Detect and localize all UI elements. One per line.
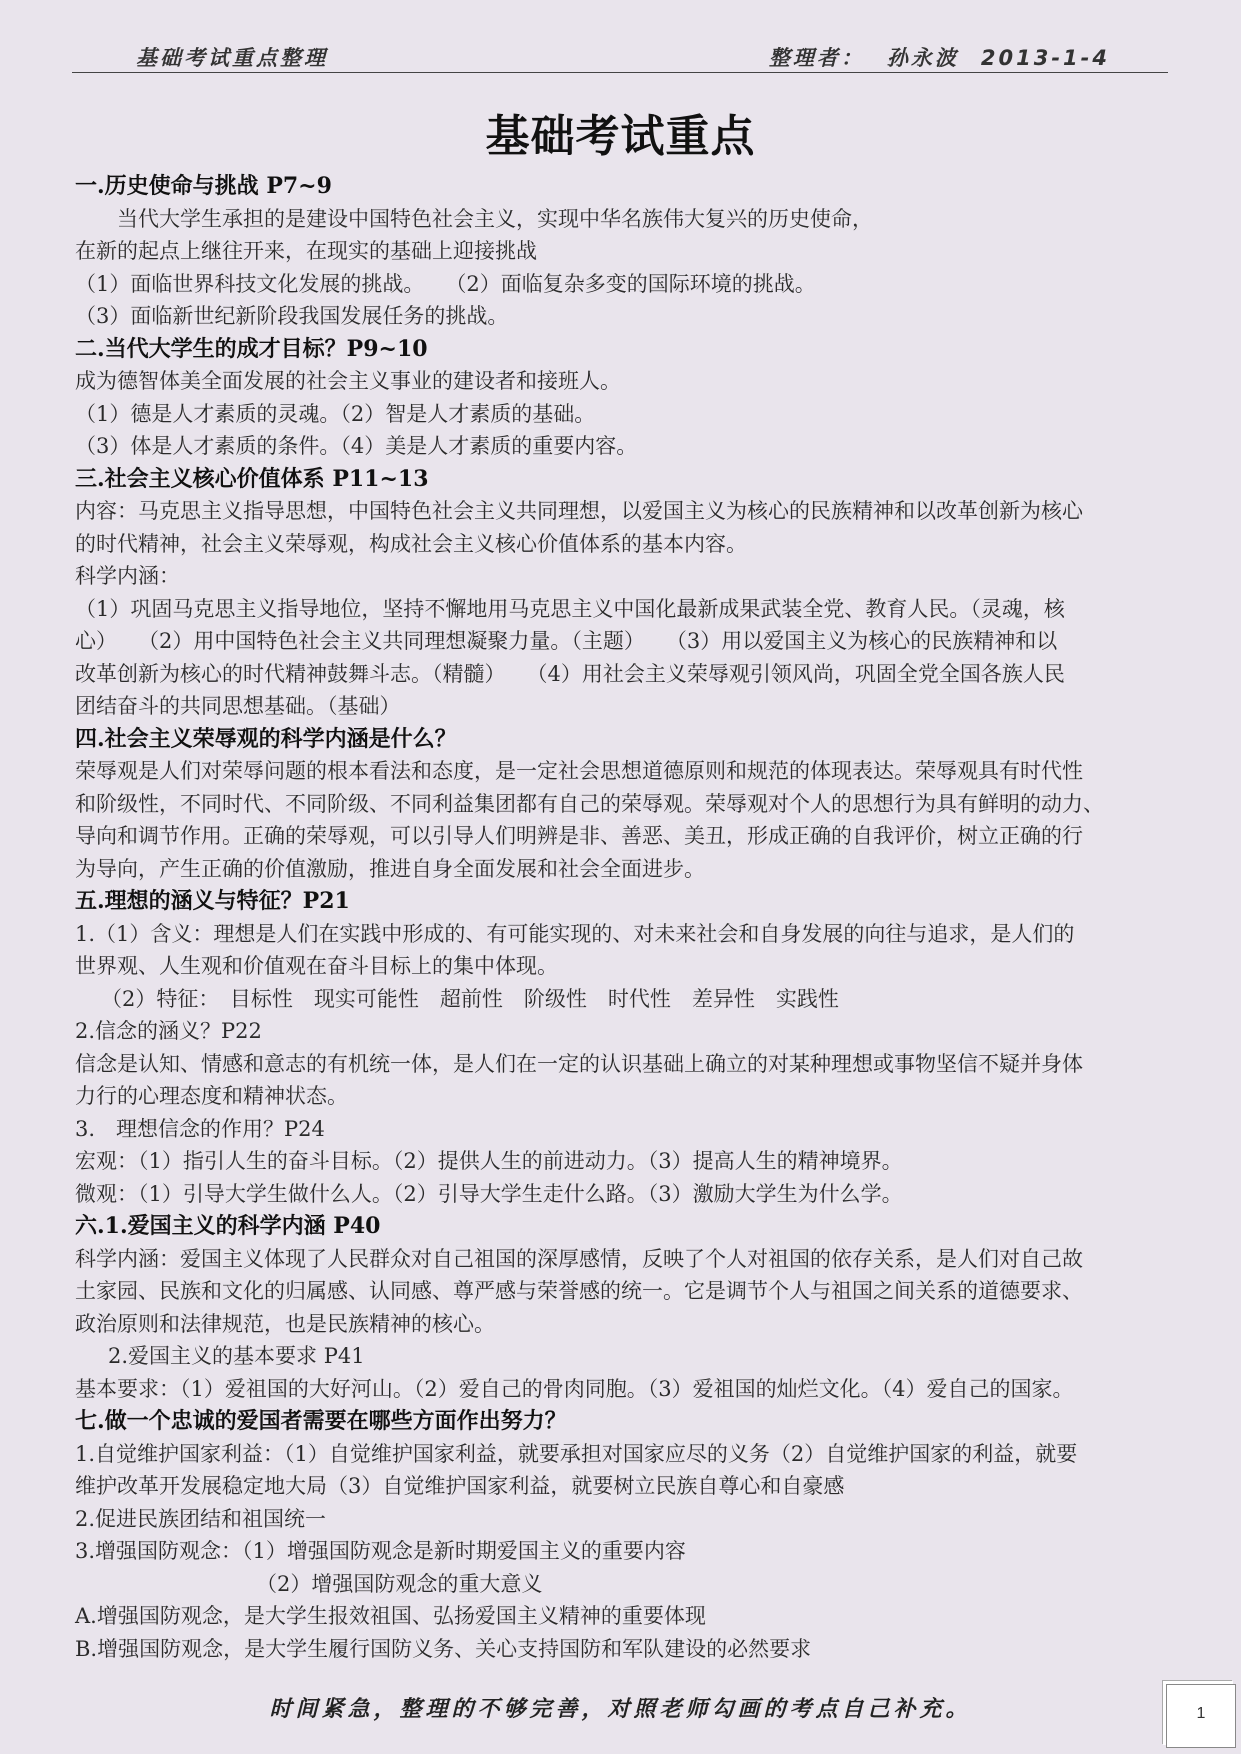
text-line: 导向和调节作用。正确的荣辱观，可以引导人们明辨是非、善恶、美丑，形成正确的自我评价，树立正确的行 <box>75 824 1083 848</box>
text-line: 心） （2）用中国特色社会主义共同理想凝聚力量。（主题） （3）用以爱国主义为核心的民族精神和以 <box>75 629 1058 653</box>
document-body <box>75 170 1175 1665</box>
text-line: 2.爱国主义的基本要求 P41 <box>108 1344 365 1368</box>
text-line: （3）体是人才素质的条件。（4）美是人才素质的重要内容。 <box>75 434 638 458</box>
text-line: 力行的心理态度和精神状态。 <box>75 1084 348 1108</box>
text-line: 1.自觉维护国家利益：（1）自觉维护国家利益，就要承担对国家应尽的义务（2）自觉维护国家的利益，就要 <box>75 1441 1078 1466</box>
text-line: 1.（1）含义：理想是人们在实践中形成的、有可能实现的、对未来社会和自身发展的向往与追求，是人们的 <box>75 921 1075 946</box>
text-line: 内容：马克思主义指导思想，中国特色社会主义共同理想，以爱国主义为核心的民族精神和以改革创新为核心 <box>75 499 1083 523</box>
text-line: 3.增强国防观念：（1）增强国防观念是新时期爱国主义的重要内容 <box>75 1539 686 1563</box>
header-author-label: 整理者： <box>768 46 865 70</box>
text-line: （2）特征： 目标性 现实可能性 超前性 阶级性 时代性 差异性 实践性 <box>101 986 839 1011</box>
text-line: （3）面临新世纪新阶段我国发展任务的挑战。 <box>75 304 509 328</box>
page-number-box <box>1166 1684 1236 1748</box>
text-line: 2.信念的涵义？P22 <box>75 1019 262 1043</box>
section-heading: 五.理想的涵义与特征？P21 <box>75 888 350 914</box>
text-line: 当代大学生承担的是建设中国特色社会主义，实现中华名族伟大复兴的历史使命， <box>117 206 873 231</box>
document-title: 基础考试重点 <box>485 111 756 162</box>
section-heading: 三.社会主义核心价值体系 P11~13 <box>75 465 429 492</box>
text-line: （1）面临世界科技文化发展的挑战。 （2）面临复杂多变的国际环境的挑战。 <box>75 271 816 296</box>
section-heading: 六.1.爱国主义的科学内涵 P40 <box>75 1213 381 1239</box>
page-header <box>72 38 1168 73</box>
text-line: A.增强国防观念，是大学生报效祖国、弘扬爱国主义精神的重要体现 <box>75 1604 706 1628</box>
text-line: 为导向，产生正确的价值激励，推进自身全面发展和社会全面进步。 <box>75 856 705 881</box>
header-author-block <box>747 42 1110 72</box>
text-line: 科学内涵： <box>75 564 180 588</box>
footer-note: 时间紧急，整理的不够完善，对照老师勾画的考点自己补充。 <box>269 1697 972 1722</box>
text-line: 微观：（1）引导大学生做什么人。（2）引导大学生走什么路。（3）激励大学生为什么学。 <box>75 1181 903 1206</box>
text-line: 信念是认知、情感和意志的有机统一体，是人们在一定的认识基础上确立的对某种理想或事物坚信不疑并身体 <box>75 1051 1083 1076</box>
header-date: 2013-1-4 <box>980 46 1110 70</box>
text-line: 荣辱观是人们对荣辱问题的根本看法和态度，是一定社会思想道德原则和规范的体现表达。荣辱观具有时代性 <box>75 759 1083 783</box>
header-title: 基础考试重点整理 <box>136 46 328 70</box>
text-line: （1）德是人才素质的灵魂。（2）智是人才素质的基础。 <box>75 401 596 426</box>
text-line: B.增强国防观念，是大学生履行国防义务、关心支持国防和军队建设的必然要求 <box>75 1636 812 1661</box>
text-line: 的时代精神，社会主义荣辱观，构成社会主义核心价值体系的基本内容。 <box>75 531 747 556</box>
text-line: 3. 理想信念的作用？P24 <box>75 1116 325 1141</box>
text-line: 2.促进民族团结和祖国统一 <box>75 1506 327 1531</box>
text-line: 成为德智体美全面发展的社会主义事业的建设者和接班人。 <box>75 369 621 393</box>
text-line: 团结奋斗的共同思想基础。（基础） <box>75 694 401 718</box>
section-heading: 四.社会主义荣辱观的科学内涵是什么？ <box>75 725 457 752</box>
text-line: 基本要求：（1）爱祖国的大好河山。（2）爱自己的骨肉同胞。（3）爱祖国的灿烂文化。（4）爱自己的国家。 <box>75 1376 1074 1401</box>
text-line: 宏观：（1）指引人生的奋斗目标。（2）提供人生的前进动力。（3）提高人生的精神境界。 <box>75 1149 903 1173</box>
text-line: （1）巩固马克思主义指导地位，坚持不懈地用马克思主义中国化最新成果武装全党、教育人民。（灵魂，核 <box>75 596 1065 621</box>
text-line: 世界观、人生观和价值观在奋斗目标上的集中体现。 <box>75 954 558 978</box>
section-heading: 二.当代大学生的成才目标？P9~10 <box>75 335 428 362</box>
text-line: 科学内涵：爱国主义体现了人民群众对自己祖国的深厚感情，反映了个人对祖国的依存关系，是人们对自己故 <box>75 1246 1083 1271</box>
header-author: 孙永波 <box>886 46 959 70</box>
text-line: 改革创新为核心的时代精神鼓舞斗志。（精髓） （4）用社会主义荣辱观引领风尚，巩固全党全国各族人民 <box>75 661 1065 686</box>
section-heading: 一.历史使命与挑战 P7~9 <box>75 173 332 199</box>
text-line: 维护改革开发展稳定地大局（3）自觉维护国家利益，就要树立民族自尊心和自豪感 <box>75 1474 845 1498</box>
page-number: 1 <box>1196 1705 1206 1722</box>
text-line: 政治原则和法律规范，也是民族精神的核心。 <box>75 1311 495 1336</box>
text-line: 土家园、民族和文化的归属感、认同感、尊严感与荣誉感的统一。它是调节个人与祖国之间关系的道德要求、 <box>75 1279 1083 1303</box>
text-line: （2）增强国防观念的重大意义 <box>256 1571 543 1596</box>
section-heading: 七.做一个忠诚的爱国者需要在哪些方面作出努力？ <box>75 1408 567 1434</box>
text-line: 和阶级性，不同时代、不同阶级、不同利益集团都有自己的荣辱观。荣辱观对个人的思想行为具有鲜明的动力、 <box>75 791 1104 816</box>
text-line: 在新的起点上继往开来，在现实的基础上迎接挑战 <box>75 239 537 263</box>
